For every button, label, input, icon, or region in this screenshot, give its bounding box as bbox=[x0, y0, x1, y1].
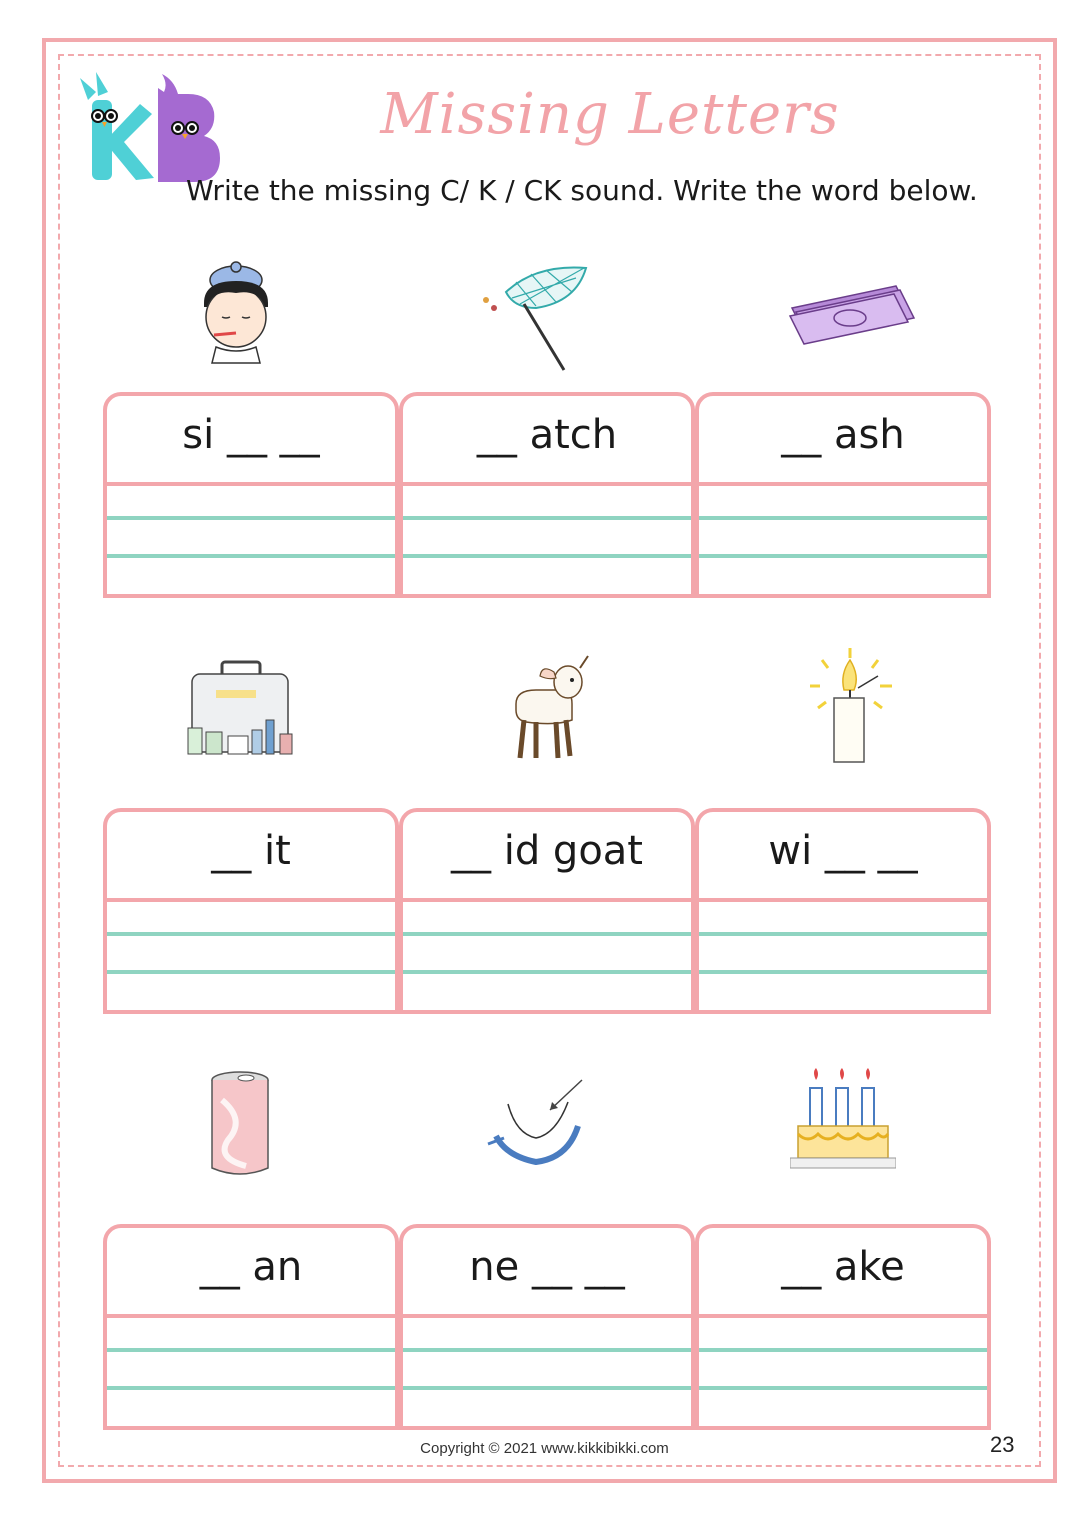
writing-lines[interactable] bbox=[695, 898, 991, 1014]
writing-lines[interactable] bbox=[695, 482, 991, 598]
candle-wick-icon bbox=[800, 646, 900, 764]
instruction-text: Write the missing C/ K / CK sound. Write the word below. bbox=[186, 174, 978, 207]
word-cell bbox=[399, 1224, 695, 1430]
word-row-2 bbox=[103, 808, 992, 1014]
missing-letter-word: __ ake bbox=[781, 1244, 905, 1290]
butterfly-net-icon bbox=[476, 262, 596, 374]
word-cell bbox=[695, 808, 991, 1014]
baby-goat-icon bbox=[496, 654, 590, 766]
word-row-3 bbox=[103, 1224, 992, 1430]
writing-lines[interactable] bbox=[103, 482, 399, 598]
writing-lines[interactable] bbox=[399, 482, 695, 598]
shirt-neck-icon bbox=[486, 1074, 590, 1170]
cash-icon bbox=[786, 278, 920, 348]
missing-letter-word: __ atch bbox=[476, 412, 618, 458]
missing-letter-word: ne __ __ bbox=[469, 1244, 625, 1290]
page-title: Missing Letters bbox=[380, 82, 840, 147]
first-aid-kit-icon bbox=[186, 660, 298, 760]
writing-lines[interactable] bbox=[695, 1314, 991, 1430]
word-row-1 bbox=[103, 392, 992, 598]
word-cell bbox=[399, 808, 695, 1014]
word-cell bbox=[103, 392, 399, 598]
kb-logo-icon bbox=[78, 70, 228, 190]
missing-letter-word: __ it bbox=[211, 828, 291, 874]
word-cell bbox=[695, 392, 991, 598]
writing-lines[interactable] bbox=[103, 898, 399, 1014]
word-cell bbox=[103, 1224, 399, 1430]
word-cell bbox=[399, 392, 695, 598]
missing-letter-word: __ an bbox=[199, 1244, 303, 1290]
writing-lines[interactable] bbox=[103, 1314, 399, 1430]
missing-letter-word: wi __ __ bbox=[768, 828, 918, 874]
writing-lines[interactable] bbox=[399, 898, 695, 1014]
page-number: 23 bbox=[990, 1432, 1015, 1457]
word-cell bbox=[103, 808, 399, 1014]
word-cell bbox=[695, 1224, 991, 1430]
writing-lines[interactable] bbox=[399, 1314, 695, 1430]
missing-letter-word: si __ __ bbox=[182, 412, 320, 458]
birthday-cake-icon bbox=[790, 1068, 896, 1172]
soda-can-icon bbox=[206, 1070, 274, 1182]
missing-letter-word: __ ash bbox=[781, 412, 905, 458]
missing-letter-word: __ id goat bbox=[451, 828, 643, 874]
sick-boy-icon bbox=[186, 255, 286, 365]
copyright-text: Copyright © 2021 www.kikkibikki.com bbox=[420, 1440, 669, 1457]
